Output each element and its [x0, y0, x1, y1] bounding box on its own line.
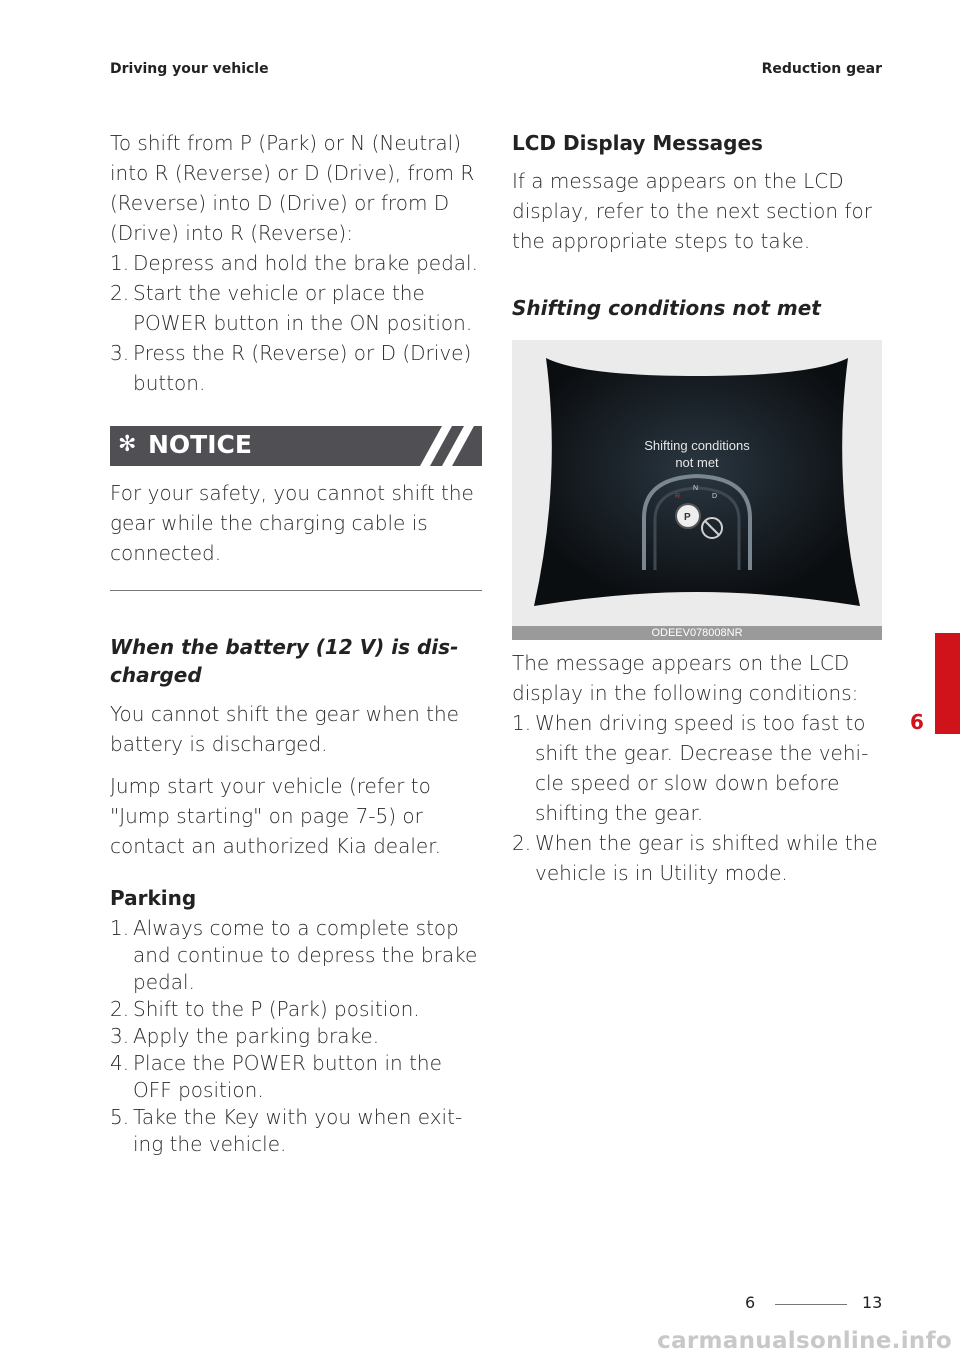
battery-heading-line1: When the battery (12 V) is dis- [110, 635, 459, 659]
list-item: 2. Start the vehicle or place the POWER button in the ON position. [110, 281, 473, 335]
figure-code: ODEEV078008NR [512, 626, 882, 640]
battery-heading-line2: charged [110, 663, 202, 687]
notice-stripes-icon [402, 426, 482, 466]
shift-intro: To shift from P (Park) or N (Neutral) into R (Reverse) or D (Drive), from R (Reverse) into D (Drive) or from D (Drive) into R (Reverse): [110, 131, 475, 245]
notice-banner [110, 426, 482, 466]
parking-steps-list [110, 915, 482, 1158]
footer-page-number: 13 [862, 1293, 883, 1312]
lcd-message-line2: not met [675, 455, 719, 470]
right-column [512, 128, 884, 888]
parking-heading: Parking [110, 886, 197, 910]
lcd-message-line1: Shifting conditions [644, 438, 750, 453]
notice-asterisk-icon: ✻ [118, 432, 137, 457]
conditions-list [512, 708, 884, 888]
list-item: 1. When driving speed is too fast to shift the gear. Decrease the vehi-cle speed or slow down before shifting the gear. [512, 711, 869, 825]
lcd-messages-paragraph: If a message appears on the LCD display, refer to the next section for the appropriate steps to take. [512, 169, 872, 253]
list-item: 4. Place the POWER button in the OFF position. [110, 1051, 442, 1102]
notice-label: NOTICE [148, 430, 252, 459]
gear-label-n: N [693, 485, 699, 492]
chapter-side-tab-number: 6 [910, 710, 924, 734]
list-item: 3. Apply the parking brake. [110, 1024, 380, 1048]
battery-paragraph: You cannot shift the gear when the battery is discharged. [110, 702, 459, 756]
list-item: 1. Always come to a complete stop and continue to depress the brake pedal. [110, 916, 478, 994]
footer-chapter-number: 6 [745, 1293, 756, 1312]
jump-start-paragraph: Jump start your vehicle (refer to "Jump starting" on page 7-5) or contact an authorized Kia dealer. [110, 774, 441, 858]
list-item: 2. Shift to the P (Park) position. [110, 997, 420, 1021]
shift-steps-list [110, 248, 482, 398]
list-item: 1. Depress and hold the brake pedal. [110, 251, 478, 275]
lcd-screen-illustration [512, 340, 882, 640]
notice-text: For your safety, you cannot shift the gear while the charging cable is connected. [110, 481, 474, 565]
list-item: 2. When the gear is shifted while the vehicle is in Utility mode. [512, 831, 878, 885]
gear-label-d: D [712, 493, 718, 500]
message-conditions-intro: The message appears on the LCD display in the following conditions: [512, 651, 859, 705]
gear-label-p: P [684, 512, 691, 523]
site-watermark: carmanualsonline.info [657, 1328, 952, 1354]
running-header-chapter: Driving your vehicle [110, 61, 269, 77]
list-item: 3. Press the R (Reverse) or D (Drive) button. [110, 341, 472, 395]
left-column [110, 128, 482, 1158]
gear-label-r: R [675, 493, 681, 500]
lcd-display-figure [512, 340, 882, 640]
lcd-messages-heading: LCD Display Messages [512, 131, 763, 155]
running-header-section: Reduction gear [761, 61, 882, 77]
list-item: 5. Take the Key with you when exit-ing the vehicle. [110, 1105, 463, 1156]
shifting-conditions-heading: Shifting conditions not met [512, 296, 821, 320]
chapter-side-tab [935, 633, 960, 734]
footer-divider [775, 1304, 847, 1305]
